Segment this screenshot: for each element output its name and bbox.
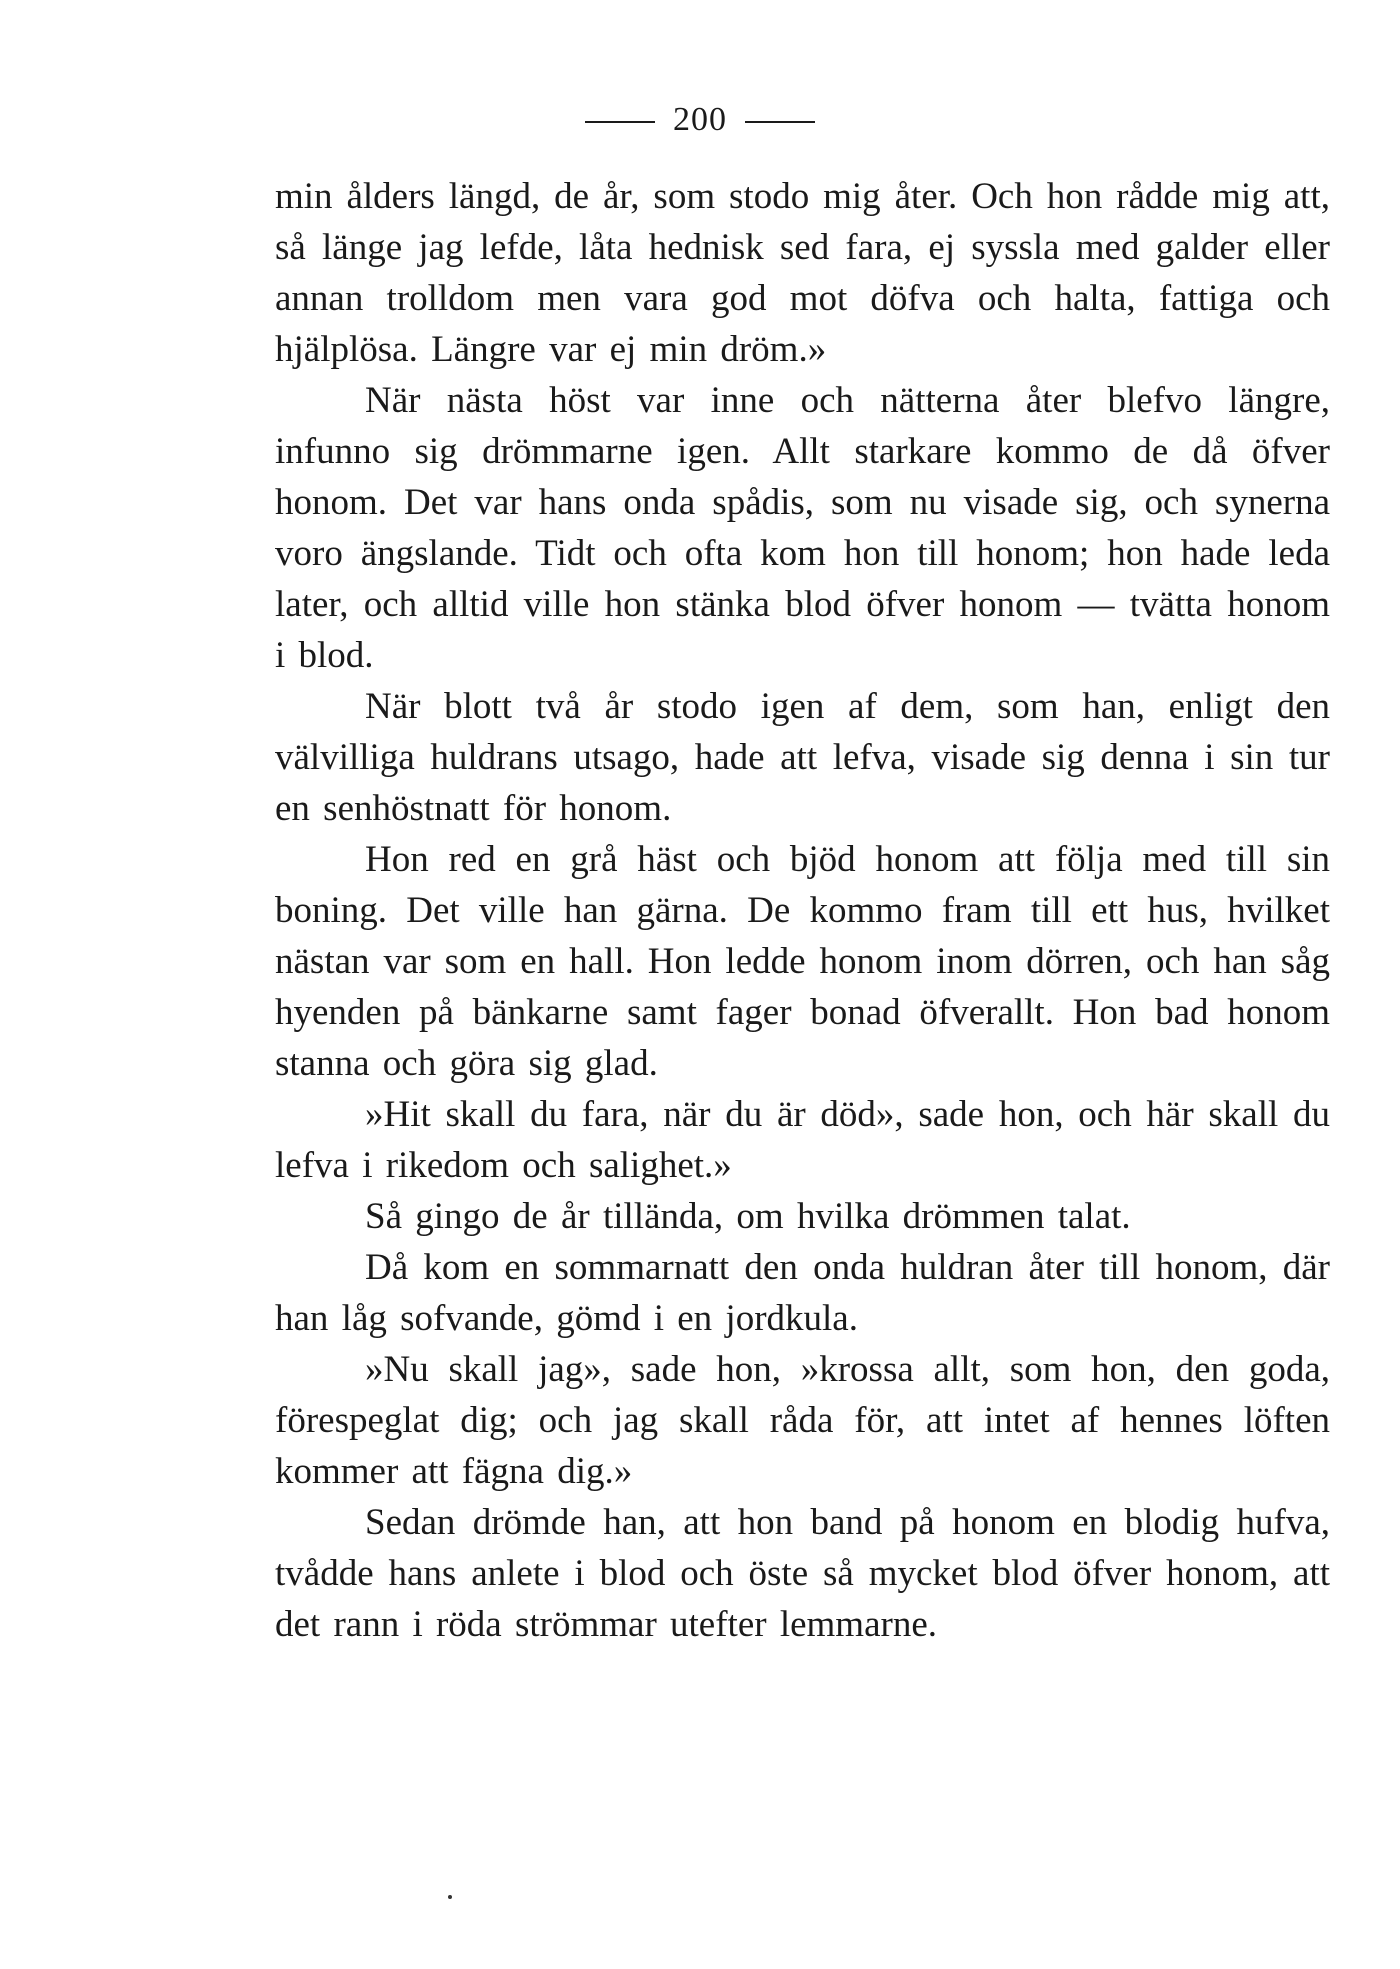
paragraph: Sedan drömde han, att hon band på honom en blodig hufva, tvådde hans anlete i blod och öste så mycket blod öfver honom, att det rann i röda strömmar utefter lemmarne.: [275, 1502, 1330, 1645]
header-dash-left: [585, 121, 655, 123]
header-dash-right: [745, 121, 815, 123]
page-number: 200: [673, 101, 727, 138]
paragraph: »Hit skall du fara, när du är död», sade hon, och här skall du lefva i rikedom och salighet.»: [275, 1094, 1330, 1186]
body-text: [275, 171, 1330, 1650]
ink-speck: [448, 1895, 452, 1899]
paragraph: När nästa höst var inne och nätterna åter blefvo längre, infunno sig drömmarne igen. Allt starkare kommo de då öfver honom. Det var hans onda spådis, som nu visade sig, och synerna voro ängslande. Tidt och ofta kom hon till honom; hon hade leda later, och alltid ville hon stänka blod öfver honom — tvätta honom i blod.: [275, 380, 1330, 676]
paragraph: Hon red en grå häst och bjöd honom att följa med till sin boning. Det ville han gärna. De kommo fram till ett hus, hvilket nästan var som en hall. Hon ledde honom inom dörren, och han såg hyenden på bänkarne samt fager bonad öfverallt. Hon bad honom stanna och göra sig glad.: [275, 839, 1330, 1084]
paragraph: Så gingo de år tillända, om hvilka drömmen talat.: [365, 1196, 1131, 1237]
paragraph: min ålders längd, de år, som stodo mig åter. Och hon rådde mig att, så länge jag lefde, låta hednisk sed fara, ej syssla med galder eller annan trolldom men vara god mot döfva och halta, fattiga och hjälplösa. Längre var ej min dröm.»: [275, 176, 1330, 370]
paragraph: »Nu skall jag», sade hon, »krossa allt, som hon, den goda, förespeglat dig; och jag skall råda för, att intet af hennes löften kommer att fägna dig.»: [275, 1349, 1330, 1492]
paragraph: När blott två år stodo igen af dem, som han, enligt den välvilliga huldrans utsago, hade att lefva, visade sig denna i sin tur en senhöstnatt för honom.: [275, 686, 1330, 829]
paragraph: Då kom en sommarnatt den onda huldran åter till honom, där han låg sofvande, gömd i en jordkula.: [275, 1247, 1330, 1339]
page-header: [0, 100, 1400, 140]
